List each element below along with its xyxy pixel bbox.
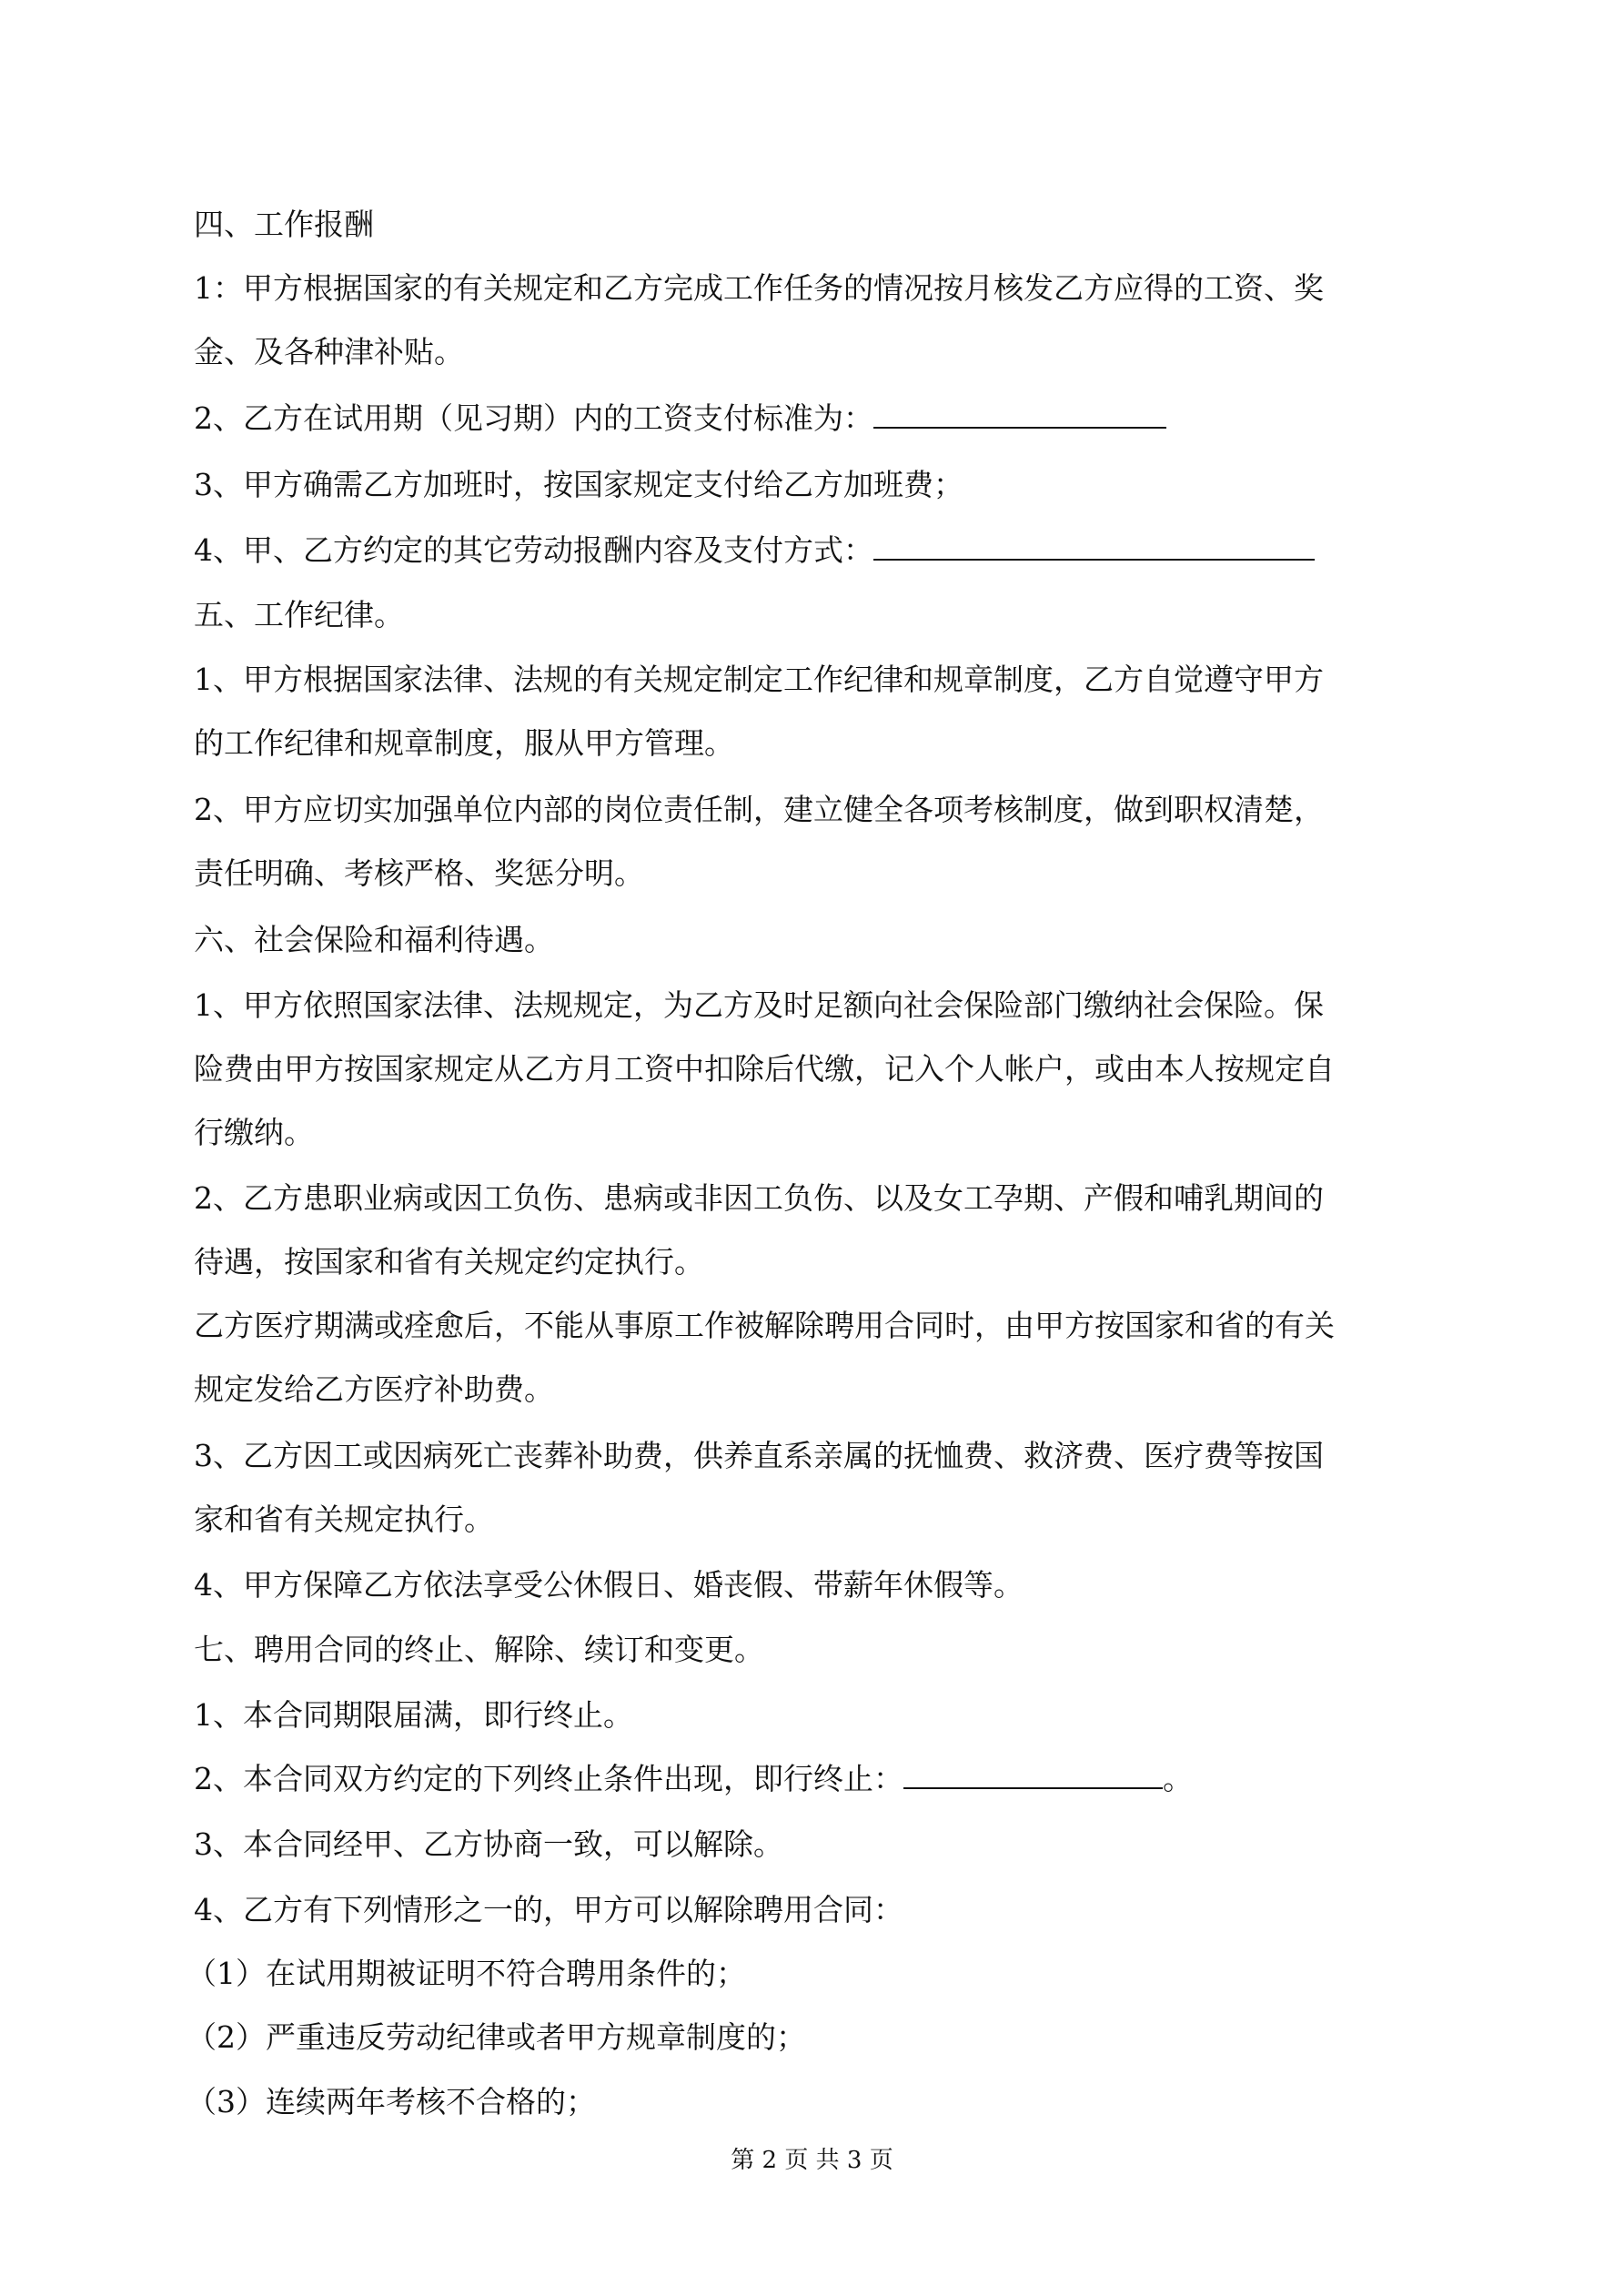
section-5-p2-line2: 责任明确、考核严格、奖惩分明。 [194, 855, 644, 891]
section-6-p2b-line2: 规定发给乙方医疗补助费。 [194, 1371, 554, 1407]
section-4-p2 [194, 400, 1166, 437]
section-6-p1-line3: 行缴纳。 [194, 1115, 314, 1150]
salary-standard-blank[interactable] [873, 401, 1166, 429]
section-7-p2-text: 2、本合同双方约定的下列终止条件出现，即行终止： [194, 1761, 903, 1796]
section-6-p1-line1: 1、甲方依照国家法律、法规规定，为乙方及时足额向社会保险部门缴纳社会保险。保 [194, 987, 1324, 1023]
section-4-p4-text: 4、甲、乙方约定的其它劳动报酬内容及支付方式： [194, 532, 873, 568]
section-7-heading: 七、聘用合同的终止、解除、续订和变更。 [194, 1632, 764, 1667]
section-4-p1-line1: 1：甲方根据国家的有关规定和乙方完成工作任务的情况按月核发乙方应得的工资、奖 [194, 270, 1324, 306]
section-6-p2-line2: 待遇，按国家和省有关规定约定执行。 [194, 1244, 704, 1279]
section-7-p2 [194, 1761, 1193, 1797]
section-7-p3: 3、本合同经甲、乙方协商一致，可以解除。 [194, 1826, 783, 1862]
other-remuneration-blank[interactable] [873, 533, 1315, 561]
section-4-p1-line2: 金、及各种津补贴。 [194, 334, 464, 369]
section-6-p3-line1: 3、乙方因工或因病死亡丧葬补助费，供养直系亲属的抚恤费、救济费、医疗费等按国 [194, 1438, 1324, 1473]
section-7-p2-end: 。 [1163, 1761, 1193, 1796]
section-7-p4: 4、乙方有下列情形之一的，甲方可以解除聘用合同： [194, 1892, 903, 1927]
section-7-p1: 1、本合同期限届满，即行终止。 [194, 1697, 633, 1733]
section-6-p3-line2: 家和省有关规定执行。 [194, 1502, 494, 1537]
section-5-p1-line2: 的工作纪律和规章制度，服从甲方管理。 [194, 725, 734, 761]
section-4-p3: 3、甲方确需乙方加班时，按国家规定支付给乙方加班费； [194, 467, 963, 502]
section-5-p1-line1: 1、甲方根据国家法律、法规的有关规定制定工作纪律和规章制度，乙方自觉遵守甲方 [194, 662, 1324, 697]
section-6-p1-line2: 险费由甲方按国家规定从乙方月工资中扣除后代缴，记入个人帐户，或由本人按规定自 [194, 1051, 1335, 1087]
section-7-item-3: （3）连续两年考核不合格的； [187, 2084, 596, 2119]
section-6-p2-line1: 2、乙方患职业病或因工负伤、患病或非因工负伤、以及女工孕期、产假和哺乳期间的 [194, 1180, 1324, 1216]
section-4-p4 [194, 532, 1315, 569]
section-5-heading: 五、工作纪律。 [194, 597, 404, 632]
section-4-p2-text: 2、乙方在试用期（见习期）内的工资支付标准为： [194, 400, 873, 436]
section-4-heading: 四、工作报酬 [194, 207, 374, 242]
page-number-footer: 第 2 页 共 3 页 [731, 2147, 893, 2174]
section-7-item-2: （2）严重违反劳动纪律或者甲方规章制度的； [187, 2019, 806, 2055]
section-6-p4: 4、甲方保障乙方依法享受公休假日、婚丧假、带薪年休假等。 [194, 1567, 1024, 1603]
section-7-item-1: （1）在试用期被证明不符合聘用条件的； [187, 1956, 746, 1991]
section-5-p2-line1: 2、甲方应切实加强单位内部的岗位责任制，建立健全各项考核制度，做到职权清楚， [194, 792, 1324, 827]
section-6-p2b-line1: 乙方医疗期满或痊愈后，不能从事原工作被解除聘用合同时，由甲方按国家和省的有关 [194, 1308, 1335, 1343]
termination-condition-blank[interactable] [903, 1762, 1163, 1789]
section-6-heading: 六、社会保险和福利待遇。 [194, 922, 554, 957]
